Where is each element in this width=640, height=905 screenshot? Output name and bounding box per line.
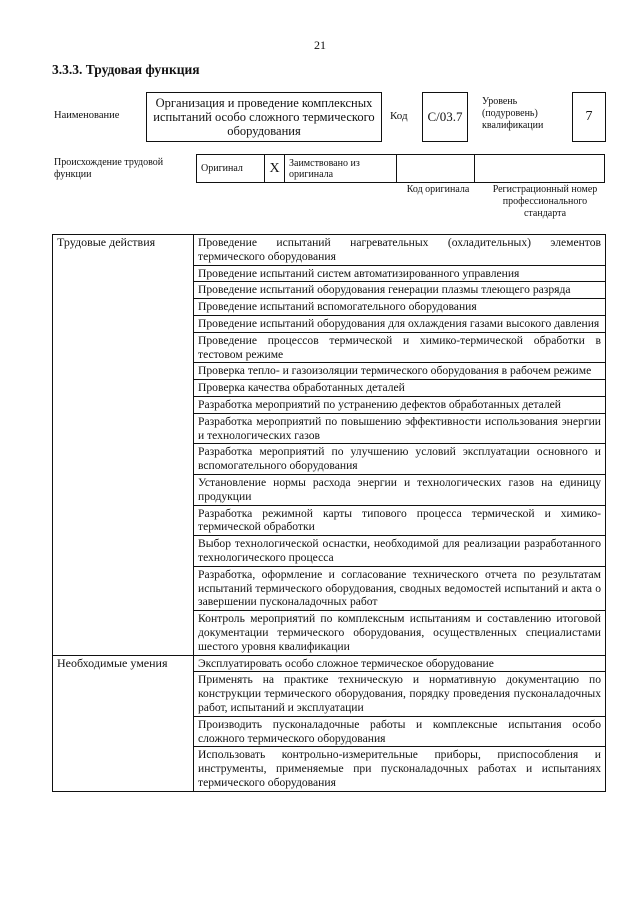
origin-reg-cell <box>475 155 605 183</box>
item-cell: Проведение испытаний нагревательных (охладительных) элементов термического оборудования <box>194 235 606 266</box>
item-cell: Использовать контрольно-измерительные приборы, приспособления и инструменты, применяемые при пусконаладочных работах и испытаниях термического оборудования <box>194 747 606 791</box>
origin-mark: X <box>265 155 285 183</box>
item-cell: Проведение испытаний систем автоматизированного управления <box>194 265 606 282</box>
page-number: 21 <box>314 38 326 52</box>
level-value: 7 <box>572 92 606 142</box>
origin-original: Оригинал <box>197 155 265 183</box>
item-cell: Проведение испытаний оборудования для охлаждения газами высокого давления <box>194 315 606 332</box>
item-cell: Контроль мероприятий по комплексным испытаниям и составлению итоговой документации термического оборудования, осуществленных специалистами шестого уровня квалификации <box>194 611 606 655</box>
item-cell: Эксплуатировать особо сложное термическое оборудование <box>194 655 606 672</box>
name-value: Организация и проведение комплексных испытаний особо сложного термического оборудования <box>146 92 382 142</box>
origin-reg-label: Регистрационный номер профессионального стандарта <box>492 184 598 219</box>
item-cell: Разработка мероприятий по устранению дефектов обработанных деталей <box>194 396 606 413</box>
origin-code-label: Код оригинала <box>406 184 470 195</box>
item-cell: Разработка мероприятий по повышению эффективности использования энергии и технологических газов <box>194 413 606 444</box>
item-cell: Установление нормы расхода энергии и технологических газов на единицу продукции <box>194 474 606 505</box>
code-value: C/03.7 <box>422 92 468 142</box>
level-label: Уровень (подуровень) квалификации <box>482 96 544 131</box>
section-heading: 3.3.3. Трудовая функция <box>52 62 200 77</box>
name-label: Наименование <box>54 110 120 121</box>
item-cell: Применять на практике техническую и нормативную документацию по конструкции термического оборудования, порядку проведения пусконаладочных работ, испытаний и эксплуатации <box>194 672 606 716</box>
item-cell: Проведение испытаний вспомогательного оборудования <box>194 299 606 316</box>
item-cell: Выбор технологической оснастки, необходимой для реализации разработанного технологического процесса <box>194 536 606 567</box>
item-cell: Проверка качества обработанных деталей <box>194 380 606 397</box>
item-cell: Разработка режимной карты типового процесса термической и химико-термической обработки <box>194 505 606 536</box>
origin-code-cell <box>397 155 475 183</box>
table-row <box>53 235 606 266</box>
origin-table <box>196 154 605 183</box>
code-label: Код <box>390 110 408 122</box>
item-cell: Проведение испытаний оборудования генерации плазмы тлеющего разряда <box>194 282 606 299</box>
item-cell: Проверка тепло- и газоизоляции термического оборудования в рабочем режиме <box>194 363 606 380</box>
origin-borrowed: Заимствовано из оригинала <box>285 155 397 183</box>
table-row <box>53 655 606 672</box>
labor-function-table <box>52 234 606 792</box>
category-cell: Трудовые действия <box>53 235 194 656</box>
origin-label: Происхождение трудовой функции <box>54 157 164 180</box>
item-cell: Производить пусконаладочные работы и комплексные испытания особо сложного термического оборудования <box>194 716 606 747</box>
category-cell: Необходимые умения <box>53 655 194 791</box>
item-cell: Разработка, оформление и согласование технического отчета по результатам испытаний термического оборудования, сводных ведомостей испытаний и акта о завершении пусконаладочных работ <box>194 566 606 610</box>
item-cell: Проведение процессов термической и химико-термической обработки в тестовом режиме <box>194 332 606 363</box>
item-cell: Разработка мероприятий по улучшению условий эксплуатации основного и вспомогательного оборудования <box>194 444 606 475</box>
